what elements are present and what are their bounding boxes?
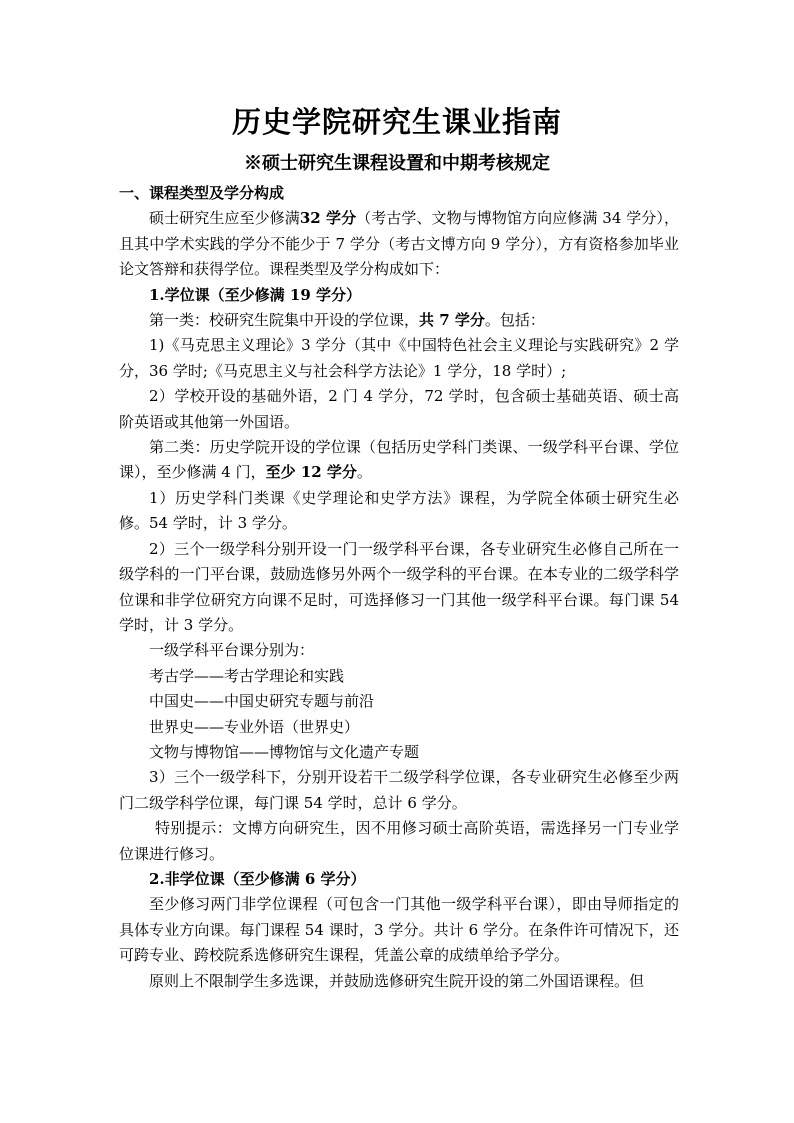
- special-note: 特别提示：文博方向研究生，因不用修习硕士高阶英语，需选择另一门专业学位课进行修习。: [119, 819, 679, 863]
- emphasis-text: 32 学分: [299, 209, 357, 228]
- text-run: 硕士研究生应至少修满: [149, 209, 300, 228]
- text-run: 第二类：历史学院开设的学位课（包括历史学科门类课、一级学科平台课、学位课），至少修满 4 门，: [119, 438, 679, 482]
- document-body: [119, 181, 679, 994]
- text-run: （考古学、文物与博物馆方向应修满 34 学分），且其中学术实践的学分不能少于 7 学分（考古文博方向 9 学分），方有资格参加毕业论文答辩和获得学位。课程类型及学分构成如下：: [119, 209, 679, 279]
- emphasis-text: 至少 12 学分: [265, 463, 357, 482]
- list-item: 2）三个一级学科分别开设一门一级学科平台课，各专业研究生必修自己所在一级学科的一门平台课，鼓励选修另外两个一级学科的平台课。在本专业的二级学科学位课和非学位研究方向课不足时，可选择修习一门其他一级学科平台课。每门课 54 学时，计 3 学分。: [119, 539, 679, 634]
- platform-intro: 一级学科平台课分别为：: [149, 641, 315, 660]
- section-heading: 一、课程类型及学分构成: [119, 184, 285, 202]
- subsection-heading: 2.非学位课（至少修满 6 学分）: [149, 869, 366, 888]
- list-item: 1)《马克思主义理论》3 学分（其中《中国特色社会主义理论与实践研究》2 学分，36 学时;《马克思主义与社会科学方法论》1 学分，18 学时）;: [119, 336, 679, 380]
- paragraph: [119, 308, 679, 333]
- subsection-heading: 1.学位课（至少修满 19 学分）: [149, 285, 361, 304]
- platform-item: 文物与博物馆——博物馆与文化遗产专题: [149, 742, 420, 761]
- platform-item: 中国史——中国史研究专题与前沿: [149, 692, 375, 711]
- document-subtitle: ※硕士研究生课程设置和中期考核规定: [244, 153, 550, 174]
- text-run: 第一类：校研究生院集中开设的学位课，: [149, 311, 420, 330]
- list-item: 2）学校开设的基础外语，2 门 4 学分，72 学时，包含硕士基础英语、硕士高阶英语或其他第一外国语。: [119, 387, 679, 431]
- text-run: 。: [356, 463, 372, 482]
- document-title: 历史学院研究生课业指南: [231, 105, 562, 139]
- paragraph: [119, 435, 679, 486]
- paragraph: [119, 206, 679, 282]
- list-item: 3）三个一级学科下，分别开设若干二级学科学位课，各专业研究生必修至少两门二级学科学位课，每门课 54 学时，总计 6 学分。: [119, 768, 679, 812]
- platform-item: 世界史——专业外语（世界史）: [149, 717, 360, 736]
- platform-item: 考古学——考古学理论和实践: [149, 666, 345, 685]
- text-run: 。包括：: [484, 311, 545, 330]
- paragraph: 至少修习两门非学位课程（可包含一门其他一级学科平台课），即由导师指定的具体专业方向课。每门课程 54 课时，3 学分。共计 6 学分。在条件许可情况下，还可跨专业、跨校院系选修研究生课程，凭盖公章的成绩单给予学分。: [119, 895, 679, 965]
- paragraph: 原则上不限制学生多选课，并鼓励选修研究生院开设的第二外国语课程。但: [149, 971, 645, 990]
- emphasis-text: 共 7 学分: [419, 311, 485, 330]
- list-item: 1）历史学科门类课《史学理论和史学方法》课程，为学院全体硕士研究生必修。54 学时，计 3 学分。: [119, 488, 679, 533]
